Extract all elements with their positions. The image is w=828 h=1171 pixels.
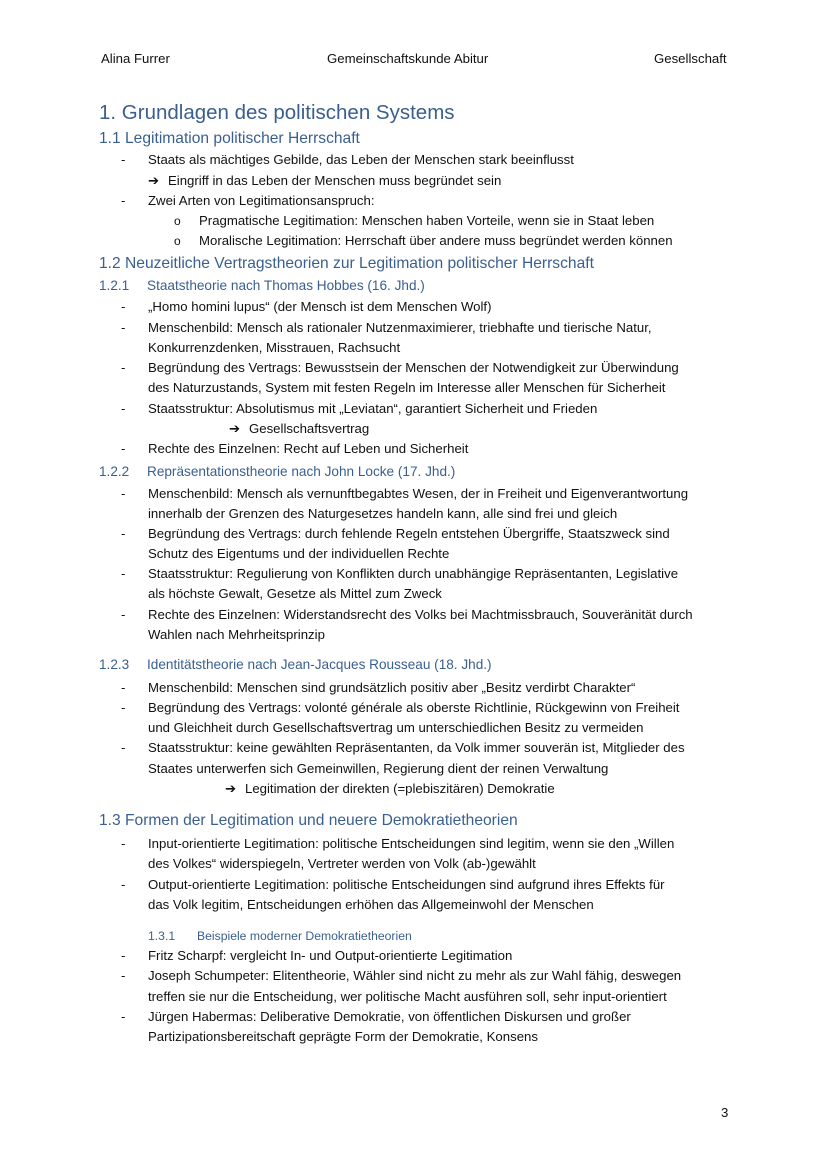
text-line: Eingriff in das Leben der Menschen muss begründet sein [168, 173, 502, 188]
text-line: das Volk legitim, Entscheidungen erhöhen das Allgemeinwohl der Menschen [148, 897, 594, 912]
subsection-number: 1.2.3 [99, 657, 130, 672]
text-line: Fritz Scharpf: vergleicht In- und Output-orientierte Legitimation [148, 948, 513, 963]
subsection-heading-1-2-3 [99, 657, 492, 672]
section-heading-1-3: 1.3 Formen der Legitimation und neuere Demokratietheorien [99, 812, 518, 829]
bullet-dash: - [121, 968, 126, 983]
arrow-right-icon: ➔ [225, 781, 237, 796]
bullet-dash: - [121, 1009, 126, 1024]
text-line: Staats als mächtiges Gebilde, das Leben der Menschen stark beeinflusst [148, 152, 574, 167]
text-line: Joseph Schumpeter: Elitentheorie, Wähler sind nicht zu mehr als zur Wahl fähig, deswegen [148, 968, 682, 983]
text-line: Partizipationsbereitschaft geprägte Form der Demokratie, Konsens [148, 1029, 538, 1044]
header-author: Alina Furrer [101, 51, 170, 66]
bullet-dash: - [121, 700, 126, 715]
subsection-heading-1-2-1 [99, 278, 425, 293]
bullet-dash: - [121, 877, 126, 892]
text-line: Jürgen Habermas: Deliberative Demokratie, von öffentlichen Diskursen und großer [148, 1009, 631, 1024]
text-line: Pragmatische Legitimation: Menschen haben Vorteile, wenn sie in Staat leben [199, 213, 655, 228]
text-line: Wahlen nach Mehrheitsprinzip [148, 627, 325, 642]
text-line: treffen sie nur die Entscheidung, wer politische Macht ausführen soll, sehr input-orientiert [148, 989, 667, 1004]
text-line: Menschenbild: Mensch als vernunftbegabtes Wesen, der in Freiheit und Eigenverantwortung [148, 486, 689, 501]
chapter-title: 1. Grundlagen des politischen Systems [99, 101, 455, 124]
text-line: „Homo homini lupus“ (der Mensch ist dem Menschen Wolf) [148, 299, 492, 314]
text-line: Begründung des Vertrags: volonté générale als oberste Richtlinie, Rückgewinn von Freiheit [148, 700, 680, 715]
text-line: des Naturzustands, System mit festen Regeln im Interesse aller Menschen für Sicherheit [148, 380, 666, 395]
arrow-right-icon: ➔ [148, 173, 160, 188]
text-line: Rechte des Einzelnen: Recht auf Leben und Sicherheit [148, 441, 469, 456]
bullet-dash: - [121, 836, 126, 851]
text-line: als höchste Gewalt, Gesetze als Mittel zum Zweck [148, 586, 442, 601]
bullet-dash: - [121, 441, 126, 456]
text-line: Legitimation der direkten (=plebiszitären) Demokratie [245, 781, 555, 796]
bullet-dash: - [121, 360, 126, 375]
circle-bullet-icon: o [174, 234, 181, 248]
bullet-dash: - [121, 526, 126, 541]
page-number: 3 [721, 1105, 729, 1120]
text-line: Staates unterwerfen sich Gemeinwillen, Regierung dient der reinen Verwaltung [148, 761, 609, 776]
subsection-title: Identitätstheorie nach Jean-Jacques Rousseau (18. Jhd.) [147, 657, 492, 672]
text-line: Menschenbild: Mensch als rationaler Nutzenmaximierer, triebhafte und tierische Natur, [148, 320, 652, 335]
header-topic: Gesellschaft [654, 51, 727, 66]
text-line: Schutz des Eigentums und der individuellen Rechte [148, 546, 450, 561]
text-line: des Volkes“ widerspiegeln, Vertreter werden von Volk (ab-)gewählt [148, 856, 536, 871]
text-line: Begründung des Vertrags: durch fehlende Regeln entstehen Übergriffe, Staatszweck sind [148, 526, 670, 541]
bullet-dash: - [121, 948, 126, 963]
text-line: Gesellschaftsvertrag [249, 421, 370, 436]
text-line: und Gleichheit durch Gesellschaftsvertrag um unterschiedlichen Besitz zu vermeiden [148, 720, 644, 735]
arrow-line [148, 173, 501, 189]
bullet-dash: - [121, 740, 126, 755]
text-line: Staatsstruktur: Regulierung von Konflikten durch unabhängige Repräsentanten, Legislative [148, 566, 679, 581]
text-line: Input-orientierte Legitimation: politische Entscheidungen sind legitim, wenn sie den „Willen [148, 836, 675, 851]
subsection-heading-1-2-2 [99, 464, 455, 479]
arrow-line [225, 781, 555, 797]
subsection-title: Beispiele moderner Demokratietheorien [197, 929, 412, 943]
circle-bullet-icon: o [174, 214, 181, 228]
bullet-dash: - [121, 680, 126, 695]
text-line: Rechte des Einzelnen: Widerstandsrecht des Volks bei Machtmissbrauch, Souveränität durch [148, 607, 693, 622]
bullet-dash: - [121, 401, 126, 416]
bullet-dash: - [121, 152, 126, 167]
text-line: Konkurrenzdenken, Misstrauen, Rachsucht [148, 340, 401, 355]
bullet-dash: - [121, 607, 126, 622]
text-line: Staatsstruktur: Absolutismus mit „Leviatan“, garantiert Sicherheit und Frieden [148, 401, 598, 416]
subsection-number: 1.3.1 [148, 929, 176, 943]
bullet-dash: - [121, 299, 126, 314]
bullet-dash: - [121, 320, 126, 335]
subsection-number: 1.2.2 [99, 464, 130, 479]
arrow-line [229, 421, 369, 437]
subsection-title: Staatstheorie nach Thomas Hobbes (16. Jhd.) [147, 278, 425, 293]
header-course: Gemeinschaftskunde Abitur [327, 51, 489, 66]
text-line: Moralische Legitimation: Herrschaft über andere muss begründet werden können [199, 233, 673, 248]
text-line: Staatsstruktur: keine gewählten Repräsentanten, da Volk immer souverän ist, Mitglieder des [148, 740, 685, 755]
section-heading-1-1: 1.1 Legitimation politischer Herrschaft [99, 130, 360, 147]
subsection-title: Repräsentationstheorie nach John Locke (17. Jhd.) [147, 464, 456, 479]
text-line: Zwei Arten von Legitimationsanspruch: [148, 193, 375, 208]
section-heading-1-2: 1.2 Neuzeitliche Vertragstheorien zur Legitimation politischer Herrschaft [99, 255, 594, 272]
text-line: Begründung des Vertrags: Bewusstsein der Menschen der Notwendigkeit zur Überwindung [148, 360, 679, 375]
text-line: innerhalb der Grenzen des Naturgesetzes handeln kann, alle sind frei und gleich [148, 506, 618, 521]
bullet-dash: - [121, 566, 126, 581]
arrow-right-icon: ➔ [229, 421, 241, 436]
bullet-dash: - [121, 486, 126, 501]
subsection-number: 1.2.1 [99, 278, 130, 293]
text-line: Output-orientierte Legitimation: politische Entscheidungen sind aufgrund ihres Effekts für [148, 877, 665, 892]
subsection-heading-1-3-1 [148, 929, 412, 943]
text-line: Menschenbild: Menschen sind grundsätzlich positiv aber „Besitz verdirbt Charakter“ [148, 680, 636, 695]
bullet-dash: - [121, 193, 126, 208]
